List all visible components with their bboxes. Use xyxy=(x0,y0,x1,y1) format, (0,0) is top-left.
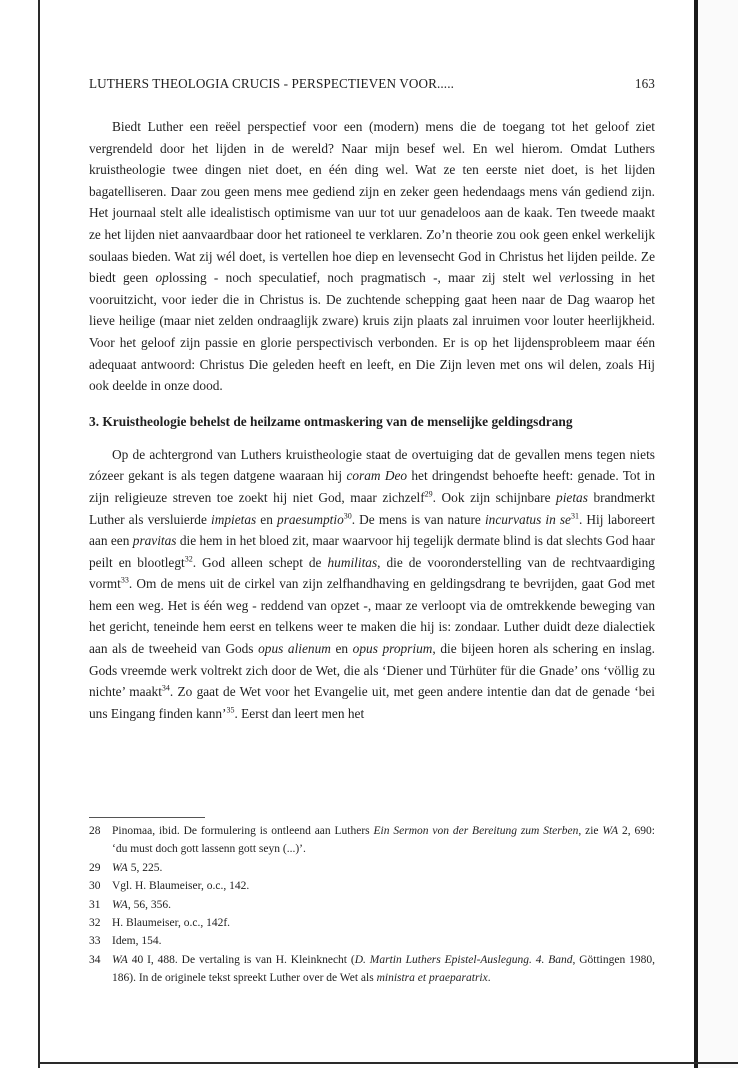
footnote-number: 33 xyxy=(89,935,101,948)
page-number: 163 xyxy=(634,76,655,91)
footnote-text: Idem, 154. xyxy=(112,935,162,948)
footnote-text xyxy=(112,951,655,988)
footnote-ref-32[interactable]: 32 xyxy=(184,554,193,564)
footnote-separator xyxy=(89,817,205,818)
footnote-ref-33[interactable]: 33 xyxy=(120,575,129,585)
p2-text: Op de achtergrond van Luthers kruistheologie staat de overtuiging dat de gevallen mens tegen niets zózeer gekant is als tegen datgene waaraan hij xyxy=(89,446,655,484)
p2-text: . God alleen schept de xyxy=(192,554,328,570)
page-body xyxy=(89,76,655,724)
section-heading: 3. Kruistheologie behelst de heilzame ontmaskering van de menselijke geldingsdrang xyxy=(89,413,573,429)
fn-italic: WA xyxy=(112,953,128,966)
fn-italic: Ein Sermon von der Bereitung zum Sterben xyxy=(373,825,579,837)
p2-italic: incurvatus in se xyxy=(484,511,571,527)
p2-text: die hem in het bloed zit, maar waarvoor hij tegelijk dermate blind is dat slechts God haar peilt en blootlegt xyxy=(89,533,655,570)
p2-italic: opus alienum xyxy=(258,641,331,657)
fn-italic: WA xyxy=(112,861,128,874)
footnote-number: 31 xyxy=(89,898,101,911)
running-head xyxy=(89,76,655,92)
footnote-ref-29[interactable]: 29 xyxy=(424,489,433,499)
page-left-edge xyxy=(38,0,40,1068)
p2-text: . Om de mens uit de cirkel van zijn zelfhandhaving en geldingsdrang te bevrijden, gaat God met hem een weg. Het is één weg - reddend van opzet -, maar ze verloopt via de omtrekkende beweging van het gericht, teneinde hem eerst en telkens weer te maken die hij is: zondaar. Luther duidt deze dialectiek aan als de tweeheid van Gods xyxy=(89,576,655,657)
p2-text: . Ook zijn schijnbare xyxy=(432,489,557,505)
footnote-number: 34 xyxy=(89,953,101,966)
fn-text: , Göttingen 1980, 186). In de originele tekst spreekt Luther over de Wet als xyxy=(112,953,655,985)
p2-italic: pietas xyxy=(556,489,588,505)
p2-italic: humilitas xyxy=(327,554,378,570)
p2-text: en xyxy=(256,511,278,527)
footnote-28 xyxy=(89,822,655,859)
footnote-number: 28 xyxy=(89,825,101,837)
p2-text: . Zo gaat de Wet voor het Evangelie uit, met geen andere intentie dan dat de genade ‘bei uns Eingang finden kann’ xyxy=(89,684,655,721)
footnote-30 xyxy=(89,877,655,895)
p2-italic: pravitas xyxy=(132,533,177,549)
p1-text-a: Biedt Luther een reëel perspectief voor een (modern) mens die de toegang tot het geloof ziet vergrendeld door het lijden in de wereld? Naar mijn besef wel. En wel hierom. Omdat Luthers kruistheologie twee dingen niet doet, en één ding wel. Wat ze ten eerste niet doet, is het lijden bagatelliseren. Daar zou geen mens mee gediend zijn en zeker geen hedendaags mens ván gediend zijn. Het journaal stelt alle idealistisch optimisme van uur tot uur genadeloos aan de kaak. Ten tweede maakt ze het lijden niet aanvaardbaar door het rationeel te verklaren. Zo’n theorie zou ook geen enkel werkelijk soulaas bieden. Wat zij wél doet, is vertellen hoe diep en levensecht God in Christus het lijden peilde. Ze biedt geen xyxy=(89,119,655,286)
fn-text: Pinomaa, ibid. De formulering is ontleend aan Luthers xyxy=(112,825,374,837)
p2-text: . De mens is van nature xyxy=(351,511,485,527)
p2-text: brandmerkt Luther als versluierde xyxy=(89,489,655,527)
p2-italic: praesumptio xyxy=(277,511,344,527)
fn-text: , zie xyxy=(578,825,603,837)
p2-text: , die de vooronderstelling van de rechtvaardiging vormt xyxy=(89,554,655,592)
fn-text: 40 I, 488. De vertaling is van H. Kleinknecht ( xyxy=(127,953,355,966)
footnote-text xyxy=(112,822,655,859)
footnote-text xyxy=(112,896,655,914)
page-right-margin xyxy=(698,0,738,1068)
fn-italic: D. Martin Luthers Epistel-Auslegung. 4. Band xyxy=(354,953,573,966)
footnote-text: Vgl. H. Blaumeiser, o.c., 142. xyxy=(112,880,250,893)
p1-text-c: lossing in het vooruitzicht, voor ieder die in Christus is. De zuchtende schepping gaat heen naar de Dag waarop het lieve heilige (maar niet zelden ondraaglijk zware) kruis zijn plaats zal inruimen voor louter heerlijkheid. Voor het geloof zijn passie en glorie perspectivisch verbonden. Er is op het lijdensprobleem maar één adequaat antwoord: Christus Die geleden heeft en leeft, en Die Zijn leven met ons wil delen, zoals Hij ook deelde in onze dood. xyxy=(89,270,655,394)
footnote-number: 32 xyxy=(89,917,101,930)
footnote-33 xyxy=(89,932,655,950)
p2-text: . Eerst dan leert men het xyxy=(234,705,365,721)
footnote-32 xyxy=(89,914,655,932)
footnotes xyxy=(89,822,655,988)
p1-emph-op: op xyxy=(155,270,169,286)
footnote-34 xyxy=(89,951,655,988)
p1-text-b: lossing - noch speculatief, noch pragmatisch -, maar zij stelt wel xyxy=(168,270,559,286)
page-bottom-edge xyxy=(38,1062,738,1064)
p2-text: en xyxy=(330,641,353,657)
p2-text: , die bijeen horen als schering en inslag. Gods vreemde werk voltrekt zich door de Wet, die als ‘Diener und Türhüter für die Gnade’ ons ‘völlig zu nichte’ maakt xyxy=(89,641,655,700)
p1-emph-ver: ver xyxy=(558,270,576,286)
p2-text: . Hij laboreert aan een xyxy=(89,511,655,549)
running-head-title: LUTHERS THEOLOGIA CRUCIS - PERSPECTIEVEN VOOR..... xyxy=(89,76,454,91)
fn-text: . xyxy=(487,972,491,985)
paragraph-2 xyxy=(89,444,655,725)
fn-text: , 56, 356. xyxy=(127,898,171,911)
footnote-number: 29 xyxy=(89,861,101,874)
footnote-text xyxy=(112,859,655,877)
paragraph-1 xyxy=(89,116,655,397)
fn-text: 2, 690: ‘du must doch gott lassenn gott seyn (...)’. xyxy=(112,825,655,856)
footnote-ref-34[interactable]: 34 xyxy=(161,683,170,693)
fn-text: 5, 225. xyxy=(127,861,163,874)
fn-italic: WA xyxy=(602,825,619,837)
footnote-29 xyxy=(89,859,655,877)
p2-italic: coram Deo xyxy=(346,468,408,484)
fn-italic: ministra et praeparatrix xyxy=(376,972,488,985)
footnote-text: H. Blaumeiser, o.c., 142f. xyxy=(112,917,231,930)
footnote-ref-35[interactable]: 35 xyxy=(226,705,235,715)
p2-italic: opus proprium xyxy=(352,641,433,657)
footnote-ref-30[interactable]: 30 xyxy=(343,511,352,521)
p2-text: het dringendst behoefte heeft: genade. Tot in zijn religieuze streven toe zoekt hij niet God, maar zichzelf xyxy=(89,468,655,505)
footnote-number: 30 xyxy=(89,880,101,893)
footnote-31 xyxy=(89,896,655,914)
p2-italic: impietas xyxy=(210,511,257,527)
footnote-ref-31[interactable]: 31 xyxy=(570,511,579,521)
fn-italic: WA xyxy=(112,898,128,911)
